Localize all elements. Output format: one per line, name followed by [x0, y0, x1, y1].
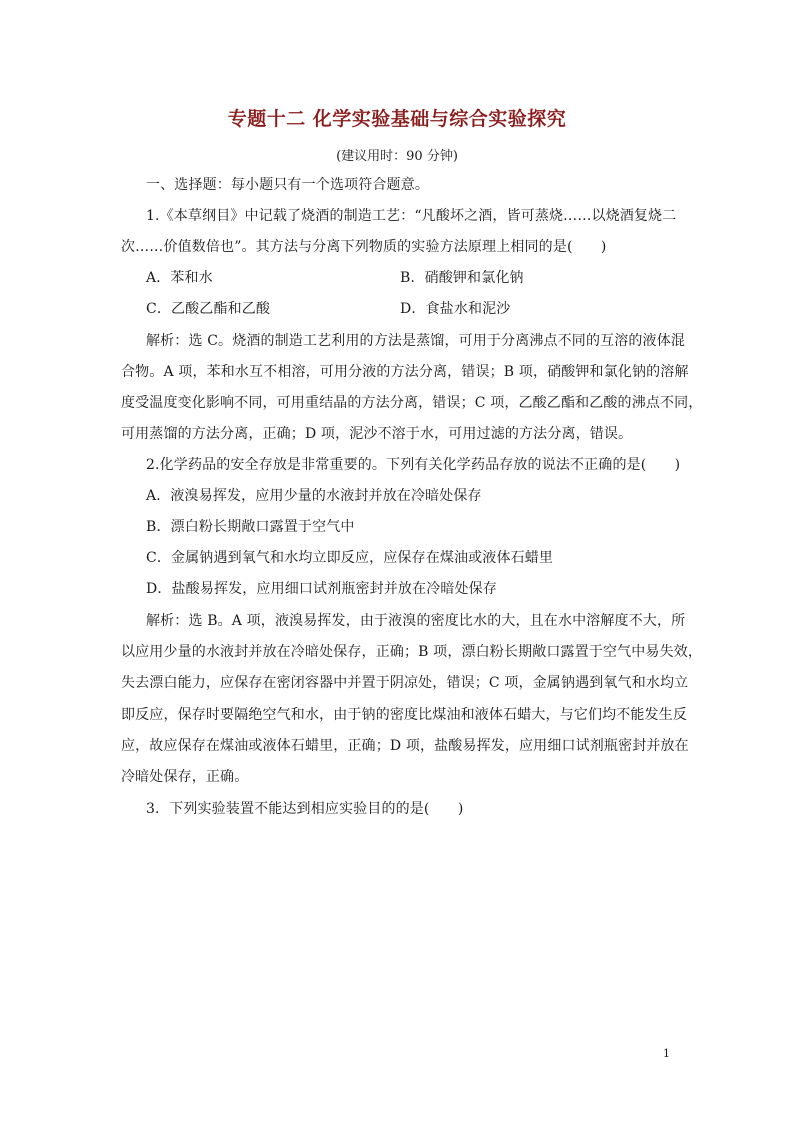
q1-option-b: B．硝酸钾和氯化钠	[400, 270, 524, 286]
q2-analysis-line-2: 以应用少量的水液封并放在冷暗处保存，正确；B 项，漂白粉长期敞口露置于空气中易失效，	[121, 644, 703, 660]
q2-option-c: C．金属钠遇到氧气和水均立即反应，应保存在煤油或液体石蜡里	[146, 550, 554, 566]
document-title: 专题十二 化学实验基础与综合实验探究	[227, 108, 567, 130]
q3-stem: 3．下列实验装置不能达到相应实验目的的是( )	[146, 801, 464, 817]
q2-analysis-line-3: 失去漂白能力，应保存在密闭容器中并置于阴凉处，错误；C 项，金属钠遇到氧气和水均立	[121, 675, 689, 691]
q2-option-b: B．漂白粉长期敞口露置于空气中	[146, 519, 355, 535]
q2-analysis-line-5: 应，故应保存在煤油或液体石蜡里，正确；D 项，盐酸易挥发，应用细口试剂瓶密封并放在	[121, 738, 689, 754]
q1-analysis-line-4: 可用蒸馏的方法分离，正确；D 项，泥沙不溶于水，可用过滤的方法分离，错误。	[121, 426, 633, 442]
q1-stem-line-2: 次……价值数倍也”。其方法与分离下列物质的实验方法原理上相同的是( )	[121, 239, 607, 255]
q1-analysis-line-3: 度受温度变化影响不同，可用重结晶的方法分离，错误；C 项，乙酸乙酯和乙酸的沸点不同，	[121, 395, 703, 411]
q2-analysis-line-1: 解析：选 B。A 项，液溴易挥发，由于液溴的密度比水的大，且在水中溶解度不大，所	[146, 613, 686, 629]
q2-analysis-line-4: 即反应，保存时要隔绝空气和水，由于钠的密度比煤油和液体石蜡大，与它们均不能发生反	[121, 707, 687, 723]
suggested-time: (建议用时：90 分钟)	[336, 149, 458, 164]
q1-option-a: A．苯和水	[146, 270, 213, 286]
q1-stem-line-1: 1.《本草纲目》中记载了烧酒的制造工艺：“凡酸坏之酒，皆可蒸烧……以烧酒复烧二	[146, 208, 677, 224]
q1-analysis-line-1: 解析：选 C。烧酒的制造工艺利用的方法是蒸馏，可用于分离沸点不同的互溶的液体混	[146, 333, 686, 349]
q1-option-d: D．食盐水和泥沙	[400, 301, 511, 317]
q2-analysis-line-6: 冷暗处保存，正确。	[121, 769, 249, 785]
q2-stem: 2.化学药品的安全存放是非常重要的。下列有关化学药品存放的说法不正确的是( )	[146, 457, 681, 473]
q1-analysis-line-2: 合物。A 项，苯和水互不相溶，可用分液的方法分离，错误；B 项，硝酸钾和氯化钠的溶解	[121, 364, 689, 380]
section-heading: 一、选择题：每小题只有一个选项符合题意。	[146, 177, 429, 193]
q2-option-d: D．盐酸易挥发，应用细口试剂瓶密封并放在冷暗处保存	[146, 581, 497, 597]
q2-option-a: A．液溴易挥发，应用少量的水液封并放在冷暗处保存	[146, 488, 482, 504]
page-number: 1	[663, 1047, 670, 1060]
q1-option-c: C．乙酸乙酯和乙酸	[146, 301, 271, 317]
